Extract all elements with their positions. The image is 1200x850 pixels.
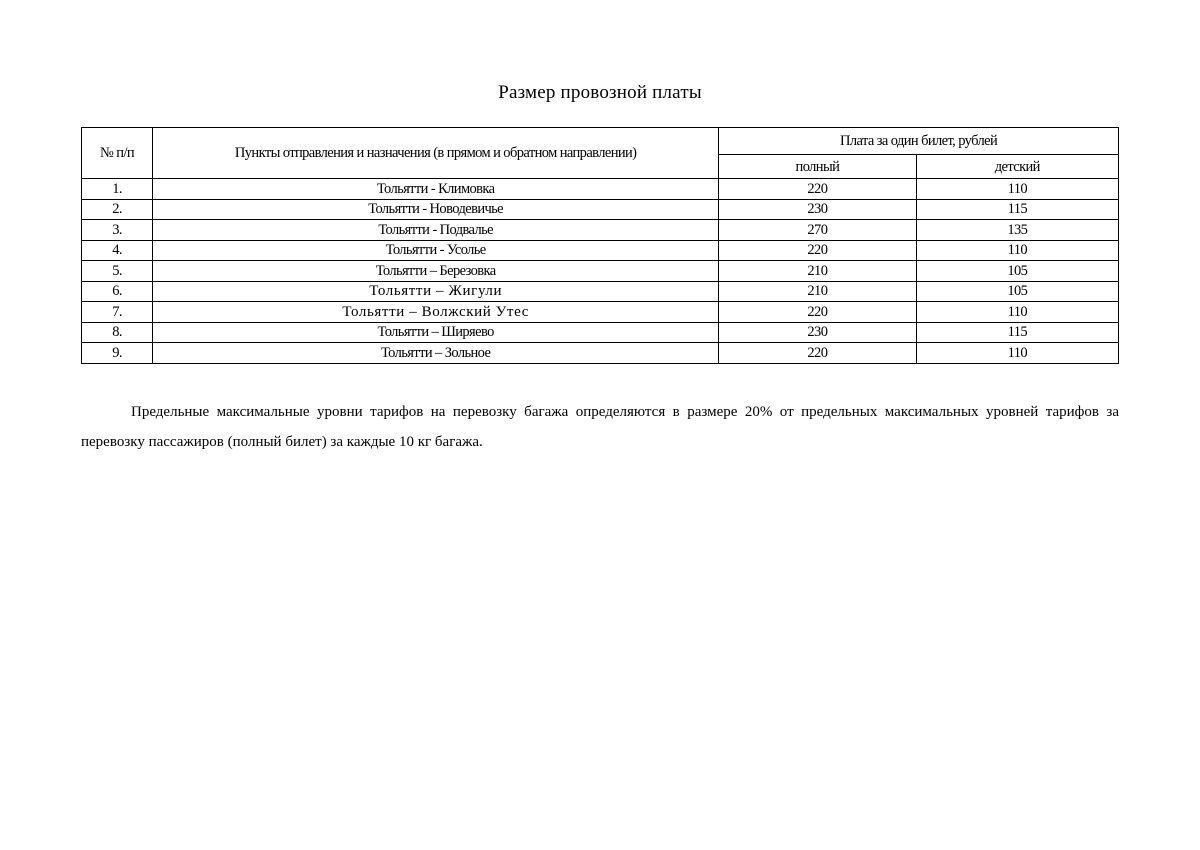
row-route: Тольятти - Подвалье [153, 220, 719, 241]
tariff-table [81, 127, 1119, 364]
row-route: Тольятти – Ширяево [153, 322, 719, 343]
table-row [82, 261, 1119, 282]
row-route: Тольятти – Березовка [153, 261, 719, 282]
row-child-fare: 105 [916, 261, 1118, 282]
row-child-fare: 110 [916, 240, 1118, 261]
row-full-fare: 220 [719, 240, 916, 261]
row-child-fare: 110 [916, 343, 1118, 364]
header-fare: Плата за один билет, рублей [719, 128, 1119, 155]
row-child-fare: 115 [916, 199, 1118, 220]
table-row [82, 302, 1119, 323]
row-full-fare: 220 [719, 179, 916, 200]
row-child-fare: 110 [916, 179, 1118, 200]
table-row [82, 281, 1119, 302]
row-route: Тольятти - Климовка [153, 179, 719, 200]
header-child: детский [916, 155, 1118, 179]
row-route: Тольятти – Жигули [153, 281, 719, 302]
row-child-fare: 115 [916, 322, 1118, 343]
row-full-fare: 270 [719, 220, 916, 241]
row-number: 1. [82, 179, 153, 200]
row-full-fare: 220 [719, 302, 916, 323]
table-row [82, 322, 1119, 343]
table-row [82, 199, 1119, 220]
row-number: 4. [82, 240, 153, 261]
header-full: полный [719, 155, 916, 179]
row-full-fare: 210 [719, 281, 916, 302]
row-route: Тольятти - Новодевичье [153, 199, 719, 220]
row-number: 5. [82, 261, 153, 282]
row-full-fare: 220 [719, 343, 916, 364]
row-full-fare: 230 [719, 322, 916, 343]
header-number: № п/п [82, 128, 153, 179]
row-full-fare: 230 [719, 199, 916, 220]
row-route: Тольятти - Усолье [153, 240, 719, 261]
table-row [82, 179, 1119, 200]
row-route: Тольятти – Волжский Утес [153, 302, 719, 323]
row-number: 6. [82, 281, 153, 302]
header-route: Пункты отправления и назначения (в прямом и обратном направлении) [153, 128, 719, 179]
row-child-fare: 135 [916, 220, 1118, 241]
baggage-note: Предельные максимальные уровни тарифов на перевозку багажа определяются в размере 20% от предельных максимальных уровней тарифов за перевозку пассажиров (полный билет) за каждые 10 кг багажа. [81, 404, 1119, 450]
table-row [82, 220, 1119, 241]
page-title: Размер провозной платы [498, 82, 702, 103]
table-row [82, 343, 1119, 364]
row-number: 7. [82, 302, 153, 323]
row-full-fare: 210 [719, 261, 916, 282]
row-child-fare: 105 [916, 281, 1118, 302]
table-row [82, 240, 1119, 261]
row-number: 8. [82, 322, 153, 343]
row-child-fare: 110 [916, 302, 1118, 323]
row-number: 3. [82, 220, 153, 241]
row-route: Тольятти – Зольное [153, 343, 719, 364]
row-number: 2. [82, 199, 153, 220]
row-number: 9. [82, 343, 153, 364]
